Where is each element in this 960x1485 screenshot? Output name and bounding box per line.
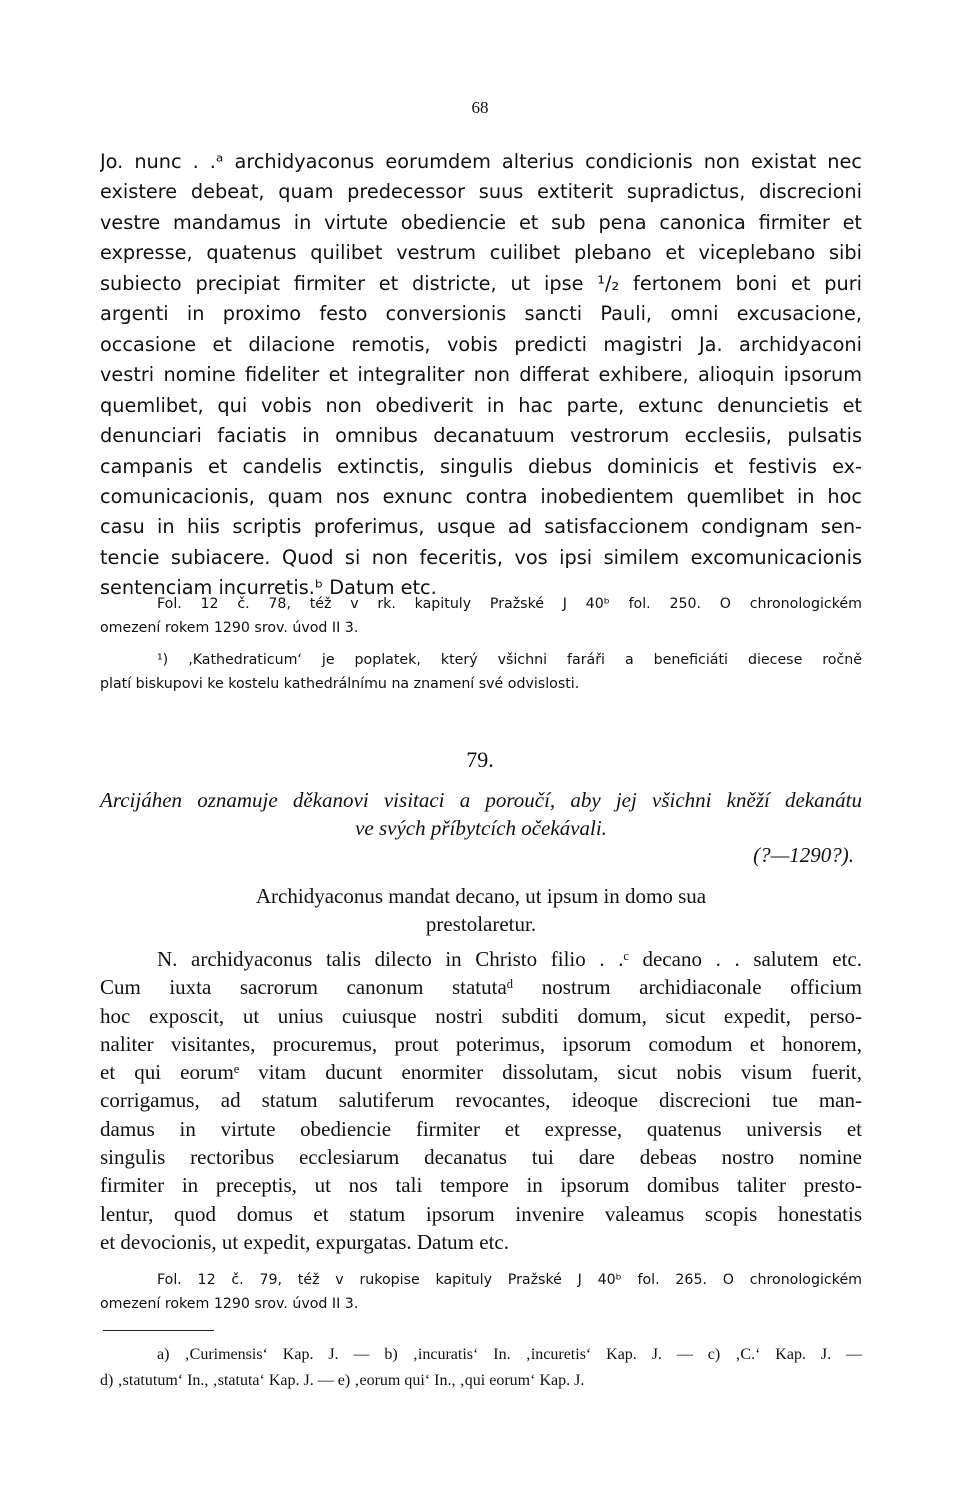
- footnote-1: [100, 648, 862, 696]
- note-line: Fol. 12 č. 78, též v rk. kapituly Pražské J 40ᵇ fol. 250. O chronologickém: [157, 596, 862, 612]
- text-line: Cum iuxta sacrorum canonum statutaᵈ nostrum archidiaconale officium: [100, 975, 862, 1000]
- text-line: naliter visitantes, procuremus, prout poterimus, ipsorum comodum et honorem,: [100, 1031, 862, 1056]
- title-line: Archidyaconus mandat decano, ut ipsum in domo sua: [255, 884, 707, 908]
- text-line: tencie subiacere. Quod si non feceritis, vos ipsi similem excomunicacionis: [100, 545, 862, 569]
- text-line: casu in hiis scriptis proferimus, usque ad satisfaccionem condignam sen-: [100, 515, 862, 539]
- text-line: et devocionis, ut expedit, expurgatas. Datum etc.: [100, 1229, 509, 1254]
- note-line: a) ‚Curimensis‘ Kap. J. — b) ‚incuratis‘ In. ‚incuretis‘ Kap. J. — c) ‚C.‘ Kap. J. —: [157, 1346, 862, 1363]
- text-line: hoc exposcit, ut unius cuiusque nostri subditi domum, sicut expedit, perso-: [100, 1003, 862, 1028]
- text-line: campanis et candelis extinctis, singulis diebus dominicis et festivis ex-: [100, 454, 862, 478]
- text-line: comunicacionis, quam nos exnunc contra inobedientem quemlibet in hoc: [100, 484, 862, 508]
- document-number: 79.: [466, 747, 494, 772]
- text-line: quemlibet, qui vobis non obediverit in hac parte, extunc denuncietis et: [100, 393, 862, 417]
- footnote-divider: [103, 1330, 214, 1331]
- text-line: existere debeat, quam predecessor suus extiterit supradictus, discrecioni: [100, 180, 862, 204]
- text-line: Jo. nunc . .ᵃ archidyaconus eorumdem alterius condicionis non existat nec: [100, 150, 862, 173]
- text-line: argenti in proximo festo conversionis sancti Pauli, omni excusacione,: [100, 302, 862, 326]
- text-line: vestri nomine fideliter et integraliter non differat exhibere, alioquin ipsorum: [100, 363, 862, 387]
- title-line: ve svých příbytcích očekávali.: [355, 816, 607, 840]
- text-line: vestre mandamus in virtute obediencie et sub pena canonica firmiter et: [100, 210, 862, 234]
- note-line: ¹) ‚Kathedraticum‘ je poplatek, který všichni faráři a beneficiáti diecese ročně: [157, 652, 862, 668]
- charter-78-text: [100, 147, 862, 604]
- czech-regest-title: [100, 786, 862, 842]
- text-line: sentenciam incurretis.ᵇ Datum etc.: [100, 576, 437, 600]
- text-line: singulis rectoribus ecclesiarum decanatus tui dare debeas nostro nomine: [100, 1145, 862, 1170]
- charter-79-text: [100, 945, 862, 1256]
- variant-readings: [100, 1342, 862, 1394]
- text-line: occasione et dilacione remotis, vobis predicti magistri Ja. archidyaconi: [100, 332, 862, 356]
- text-line: et qui eorumᵉ vitam ducunt enormiter dissolutam, sicut nobis visum fuerit,: [100, 1060, 862, 1085]
- title-line: prestolaretur.: [425, 912, 537, 936]
- note-line: omezení rokem 1290 srov. úvod II 3.: [100, 620, 359, 636]
- text-line: N. archidyaconus talis dilecto in Christo filio . .ᶜ decano . . salutem etc.: [157, 947, 862, 971]
- source-note-79: [100, 1268, 862, 1316]
- text-line: lentur, quod domus et statum ipsorum invenire valeamus scopis honestatis: [100, 1201, 862, 1226]
- note-line: platí biskupovi ke kostelu kathedrálnímu na znamení své odvislosti.: [100, 676, 580, 692]
- note-line: d) ‚statutum‘ In., ‚statuta‘ Kap. J. — e) ‚eorum qui‘ In., ‚qui eorum‘ Kap. J.: [100, 1372, 585, 1389]
- text-line: damus in virtute obediencie firmiter et expresse, quatenus universis et: [100, 1116, 862, 1141]
- text-line: firmiter in preceptis, ut nos tali tempore in ipsorum domibus taliter presto-: [100, 1173, 862, 1198]
- page-number: 68: [471, 98, 489, 117]
- text-line: corrigamus, ad statum salutiferum revocantes, ideoque discrecioni tue man-: [100, 1088, 862, 1113]
- source-note-78: [100, 592, 862, 640]
- note-line: Fol. 12 č. 79, též v rukopise kapituly Pražské J 40ᵇ fol. 265. O chronologickém: [157, 1272, 862, 1288]
- title-line: Arcijáhen oznamuje děkanovi visitaci a poroučí, aby jej všichni kněží dekanátu: [100, 788, 862, 812]
- text-line: subiecto precipiat firmiter et districte, ut ipse ¹/₂ fertonem boni et puri: [100, 271, 862, 295]
- text-line: expresse, quatenus quilibet vestrum cuilibet plebano et viceplebano sibi: [100, 241, 862, 265]
- text-line: denunciari faciatis in omnibus decanatuum vestrorum ecclesiis, pulsatis: [100, 424, 862, 448]
- note-line: omezení rokem 1290 srov. úvod II 3.: [100, 1296, 359, 1312]
- document-date: (?—1290?).: [753, 843, 854, 867]
- latin-regest-title: [100, 882, 862, 938]
